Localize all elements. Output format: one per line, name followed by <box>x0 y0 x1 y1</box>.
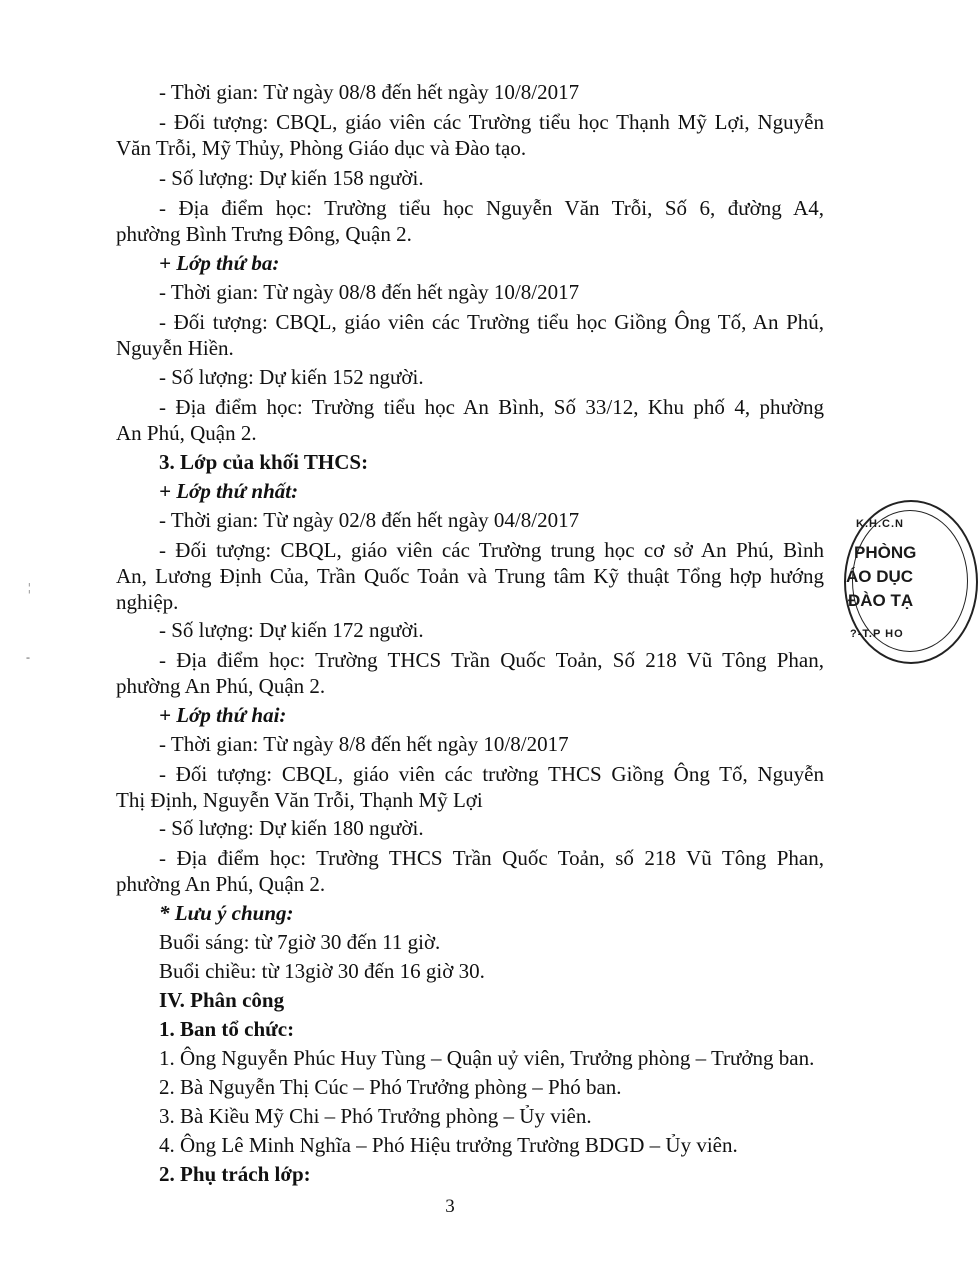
text-line: - Thời gian: Từ ngày 08/8 đến hết ngày 10/8/2017 <box>159 80 580 104</box>
section-subheading: + Lớp thứ ba: <box>159 251 280 275</box>
scan-mark: ¦ <box>28 580 31 594</box>
text-line: Nguyễn Hiền. <box>116 336 234 360</box>
text-line: - Đối tượng: CBQL, giáo viên các Trường trung học cơ sở An Phú, Bình <box>159 538 824 562</box>
text-line: - Đối tượng: CBQL, giáo viên các Trường tiểu học Giồng Ông Tố, An Phú, <box>159 310 824 334</box>
seal-text: ĐÀO TẠ <box>848 591 914 610</box>
note-heading: * Lưu ý chung: <box>159 901 294 925</box>
text-line: 2. Bà Nguyễn Thị Cúc – Phó Trưởng phòng – Phó ban. <box>159 1075 622 1099</box>
section-heading: 3. Lớp của khối THCS: <box>159 450 369 474</box>
section-heading: 1. Ban tổ chức: <box>159 1017 295 1041</box>
section-heading: 2. Phụ trách lớp: <box>159 1162 311 1186</box>
text-line: Thị Định, Nguyễn Văn Trỗi, Thạnh Mỹ Lợi <box>116 788 483 812</box>
text-line: Buổi sáng: từ 7giờ 30 đến 11 giờ. <box>159 930 441 954</box>
text-line: An Phú, Quận 2. <box>116 421 257 445</box>
section-subheading: + Lớp thứ hai: <box>159 703 287 727</box>
text-line: - Số lượng: Dự kiến 158 người. <box>159 166 424 190</box>
text-line: - Số lượng: Dự kiến 152 người. <box>159 365 424 389</box>
scan-mark: - <box>26 650 30 664</box>
seal-text: K.H.C.N <box>856 518 904 530</box>
text-line: nghiệp. <box>116 590 179 614</box>
text-line: - Đối tượng: CBQL, giáo viên các trường THCS Giồng Ông Tố, Nguyễn <box>159 762 824 786</box>
text-line: - Số lượng: Dự kiến 172 người. <box>159 618 424 642</box>
text-line: 3. Bà Kiều Mỹ Chi – Phó Trưởng phòng – Ủy viên. <box>159 1104 592 1128</box>
section-subheading: + Lớp thứ nhất: <box>159 479 299 503</box>
text-line: - Địa điểm học: Trường THCS Trần Quốc Toản, Số 218 Vũ Tông Phan, <box>159 648 824 672</box>
text-line: 4. Ông Lê Minh Nghĩa – Phó Hiệu trưởng Trường BDGD – Ủy viên. <box>159 1133 738 1157</box>
text-line: - Thời gian: Từ ngày 8/8 đến hết ngày 10/8/2017 <box>159 732 569 756</box>
section-heading: IV. Phân công <box>159 988 285 1012</box>
text-line: - Đối tượng: CBQL, giáo viên các Trường tiểu học Thạnh Mỹ Lợi, Nguyễn <box>159 110 824 134</box>
text-line: phường An Phú, Quận 2. <box>116 872 326 896</box>
page-number: 3 <box>445 1196 455 1217</box>
text-line: - Thời gian: Từ ngày 08/8 đến hết ngày 10/8/2017 <box>159 280 580 304</box>
text-line: - Địa điểm học: Trường THCS Trần Quốc Toản, số 218 Vũ Tông Phan, <box>159 846 824 870</box>
text-line: Văn Trỗi, Mỹ Thủy, Phòng Giáo dục và Đào tạo. <box>116 136 527 160</box>
text-line: phường Bình Trưng Đông, Quận 2. <box>116 222 412 246</box>
seal-text: PHÒNG <box>854 543 917 562</box>
text-line: - Thời gian: Từ ngày 02/8 đến hết ngày 04/8/2017 <box>159 508 580 532</box>
seal-text: ÁO DỤC <box>846 567 914 586</box>
text-line: - Địa điểm học: Trường tiểu học An Bình, Số 33/12, Khu phố 4, phường <box>159 395 824 419</box>
text-line: An, Lương Định Của, Trần Quốc Toản và Trung tâm Kỹ thuật Tổng hợp hướng <box>116 564 824 588</box>
text-line: 1. Ông Nguyễn Phúc Huy Tùng – Quận uỷ viên, Trưởng phòng – Trưởng ban. <box>159 1046 815 1070</box>
text-line: Buổi chiều: từ 13giờ 30 đến 16 giờ 30. <box>159 959 485 983</box>
text-line: - Địa điểm học: Trường tiểu học Nguyễn Văn Trỗi, Số 6, đường A4, <box>159 196 824 220</box>
seal-text: ?-T.P HO <box>850 628 904 640</box>
text-line: phường An Phú, Quận 2. <box>116 674 326 698</box>
text-line: - Số lượng: Dự kiến 180 người. <box>159 816 424 840</box>
official-seal <box>826 500 966 660</box>
